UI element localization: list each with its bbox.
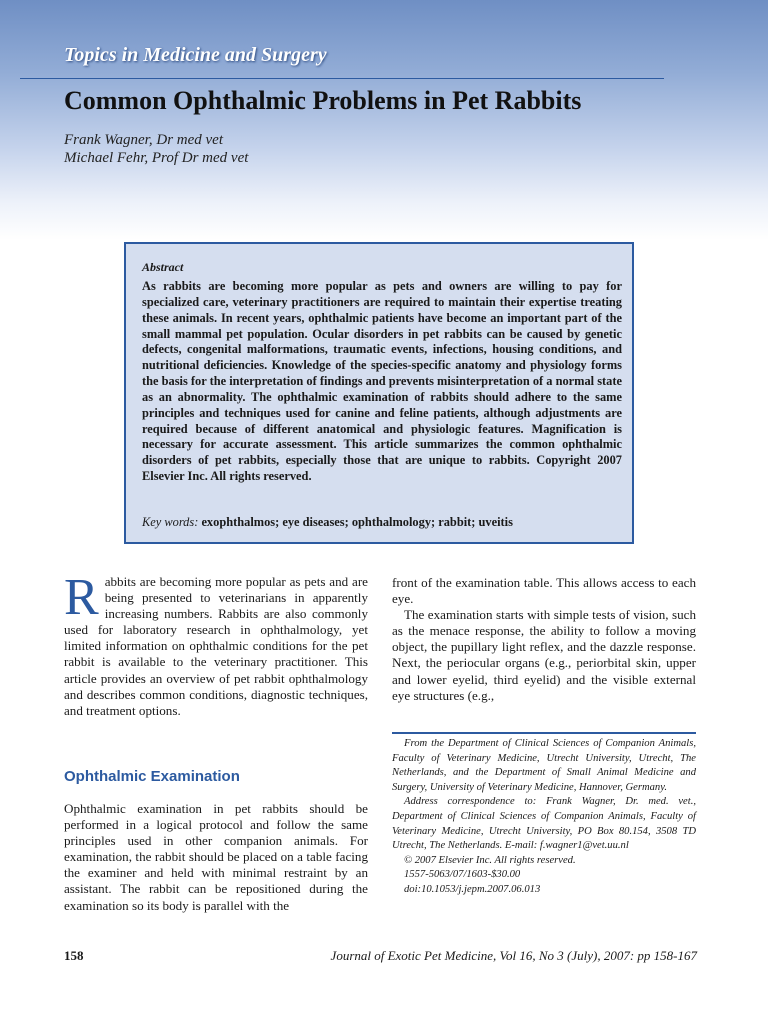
correspondence-note: Address correspondence to: Frank Wagner, Dr. med. vet., Department of Clinical Sciences of Companion Animals, Faculty of Veterinary Medicine, Utrecht University, PO Box 80.154, 3508 TD Utrecht, The Netherlands. E-mail: f.wagner1@vet.uu.nl <box>392 796 696 852</box>
drop-cap: R <box>64 569 99 626</box>
intro-text: abbits are becoming more popular as pets and are being presented to veterinarians in apparently increasing numbers. Rabbits are also commonly used for laboratory research in ophthalmology, yet limited information on ophthalmic conditions for the pet rabbit is available to the veterinary practitioner. This article provides an overview of pet rabbit ophthalmology and describes common conditions, diagnostic techniques, and treatment options. <box>64 574 368 718</box>
abstract-text: As rabbits are becoming more popular as pets and owners are willing to pay for specialized care, veterinary practitioners are required to maintain their expertise treating these animals. In recent years, ophthalmic patients have become an important part of the small mammal pet population. Ocular disorders in pet rabbits can be caused by genetic defects, congenital malformations, traumatic events, infections, housing conditions, and nutritional deficiencies. Knowledge of the species-specific anatomy and physiology forms the basis for the interpretation of findings and prevents misinterpretation of a normal state as an abnormality. The ophthalmic examination of rabbits should adhere to the same principles and techniques used for canine and feline patients, although adjustments are required because of different anatomical and physiologic features. Magnification is necessary for accurate assessment. This article summarizes the common ophthalmic disorders of pet rabbits, especially those that are unique to rabbits. Copyright 2007 Elsevier Inc. All rights reserved. <box>142 279 622 484</box>
col2-paragraph-1: front of the examination table. This allows access to each eye. <box>392 575 696 607</box>
author-list <box>64 131 248 167</box>
doi-note: doi:10.1053/j.jepm.2007.06.013 <box>404 883 541 895</box>
issn-note: 1557-5063/07/1603-$30.00 <box>404 869 521 881</box>
keywords-list: exophthalmos; eye diseases; ophthalmology; rabbit; uveitis <box>201 515 513 529</box>
journal-citation: Journal of Exotic Pet Medicine, Vol 16, No 3 (July), 2007: pp 158-167 <box>330 948 697 963</box>
affiliation-note: From the Department of Clinical Sciences of Companion Animals, Faculty of Veterinary Medicine, Utrecht University, Utrecht, The Netherlands, and the Department of Small Animal Medicine and Surgery, University of Veterinary Medicine, Hannover, Germany. <box>392 738 696 793</box>
series-title: Topics in Medicine and Surgery <box>64 44 327 66</box>
abstract-heading: Abstract <box>142 260 184 274</box>
exam-text: Ophthalmic examination in pet rabbits should be performed in a logical protocol and follow the same principles used in other companion animals. For examination, the rabbit should be placed on a table facing the examiner and held with minimal restraint by an assistant. The rabbit can be repositioned during the examination so its body is parallel with the <box>64 801 368 913</box>
section-heading: Ophthalmic Examination <box>64 768 240 785</box>
copyright-note: © 2007 Elsevier Inc. All rights reserved. <box>404 854 576 866</box>
footnote-rule <box>392 732 696 734</box>
article-title: Common Ophthalmic Problems in Pet Rabbits <box>64 86 582 115</box>
col2-paragraph-2: The examination starts with simple tests of vision, such as the menace response, the ability to follow a moving object, the pupillary light reflex, and the dazzle response. Next, the periocular organs (e.g., periorbital skin, upper and lower eyelid, third eyelid) and the visible external eye structures (e.g., <box>392 607 696 703</box>
abstract-box <box>124 242 634 544</box>
header-rule <box>20 78 664 79</box>
right-column <box>392 575 696 704</box>
keywords-label: Key words: <box>142 515 199 529</box>
header-band <box>0 0 768 240</box>
intro-paragraph <box>64 569 368 719</box>
page-number: 158 <box>64 948 84 963</box>
author-1: Frank Wagner, Dr med vet <box>64 132 224 148</box>
author-2: Michael Fehr, Prof Dr med vet <box>64 150 249 166</box>
exam-paragraph <box>64 801 368 914</box>
keywords <box>142 515 622 530</box>
footnotes <box>392 737 696 898</box>
